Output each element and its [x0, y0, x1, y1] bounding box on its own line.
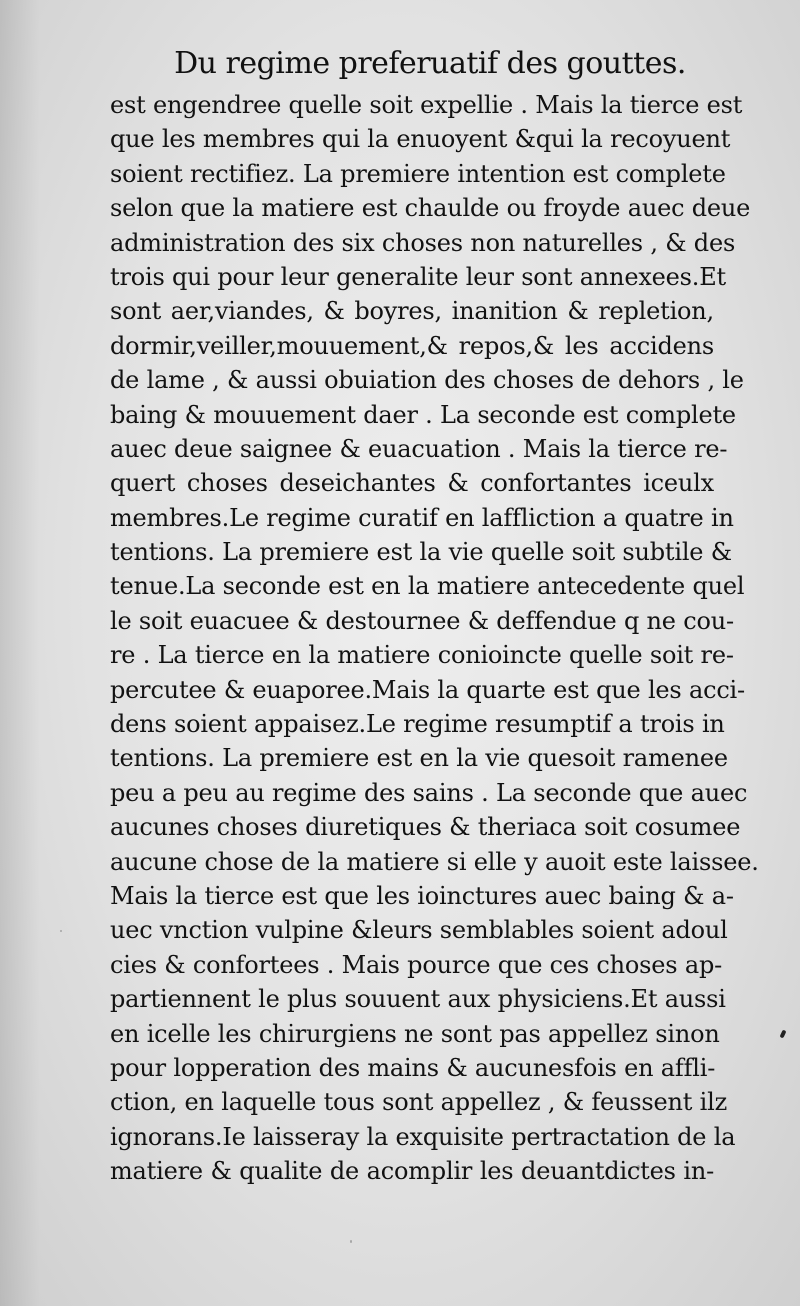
- text-line: auec deue saignee & euacuation . Mais la tierce re-: [110, 434, 728, 463]
- text-line: quert choses deseichantes & confortantes iceulx: [110, 469, 714, 498]
- text-line: matiere & qualite de acomplir les deuantdictes in-: [110, 1157, 714, 1186]
- text-line: est engendree quelle soit expellie . Mais la tierce est: [110, 91, 743, 119]
- text-line: aucune chose de la matiere si elle y auoit este laissee.: [110, 847, 759, 876]
- text-line: que les membres qui la enuoyent &qui la recoyuent: [110, 125, 731, 154]
- text-line: pour lopperation des mains & aucunesfois en affli-: [110, 1053, 716, 1082]
- text-line: Mais la tierce est que les ioinctures auec baing & a-: [110, 881, 734, 910]
- text-line: membres.Le regime curatif en laffliction a quatre in: [110, 503, 734, 532]
- text-line: de lame , & aussi obuiation des choses de dehors , le: [110, 366, 744, 395]
- paper-speck: [60, 930, 62, 932]
- text-line: aucunes choses diuretiques & theriaca soit cosumee: [110, 813, 741, 842]
- text-line: tentions. La premiere est en la vie quesoit ramenee: [110, 744, 728, 773]
- text-line: soient rectifiez. La premiere intention est complete: [110, 159, 726, 188]
- paper-speck: [350, 1240, 352, 1243]
- text-line: trois qui pour leur generalite leur sont annexees.Et: [110, 262, 726, 291]
- text-line: administration des six choses non naturelles , & des: [110, 228, 736, 257]
- text-line: baing & mouuement daer . La seconde est complete: [110, 400, 736, 429]
- page-edge-shadow: [0, 0, 40, 1306]
- text-line: ignorans.Ie laisseray la exquisite pertractation de la: [110, 1122, 736, 1151]
- paper-speck: [637, 1165, 640, 1170]
- text-line: percutee & euaporee.Mais la quarte est que les acci-: [110, 675, 745, 704]
- body-text: [110, 88, 759, 1189]
- text-line: re . La tierce en la matiere conioincte quelle soit re-: [110, 641, 734, 670]
- text-line: le soit euacuee & destournee & deffendue q ne cou-: [110, 606, 734, 635]
- text-line: tenue.La seconde est en la matiere antecedente quel: [110, 572, 745, 601]
- text-line: en icelle les chirurgiens ne sont pas appellez sinon: [110, 1019, 720, 1048]
- text-line: uec vnction vulpine &leurs semblables soient adoul: [110, 916, 728, 945]
- running-head-text: Du regime preferuatif des gouttes.: [174, 46, 686, 81]
- text-line: peu a peu au regime des sains . La seconde que auec: [110, 778, 748, 807]
- text-line: dens soient appaisez.Le regime resumptif a trois in: [110, 710, 725, 739]
- margin-ink-mark: [779, 1030, 786, 1039]
- text-line: ction, en laquelle tous sont appellez , & feussent ilz: [110, 1088, 728, 1117]
- text-line: dormir,veiller,mouuement,& repos,& les accidens: [110, 331, 714, 360]
- text-line: selon que la matiere est chaulde ou froyde auec deue: [110, 194, 751, 223]
- text-line: partiennent le plus souuent aux physiciens.Et aussi: [110, 985, 726, 1014]
- text-line: cies & confortees . Mais pource que ces choses ap-: [110, 950, 723, 979]
- text-line: tentions. La premiere est la vie quelle soit subtile &: [110, 538, 732, 567]
- text-line: sont aer,viandes, & boyres, inanition & repletion,: [110, 297, 714, 326]
- running-head: [0, 46, 800, 81]
